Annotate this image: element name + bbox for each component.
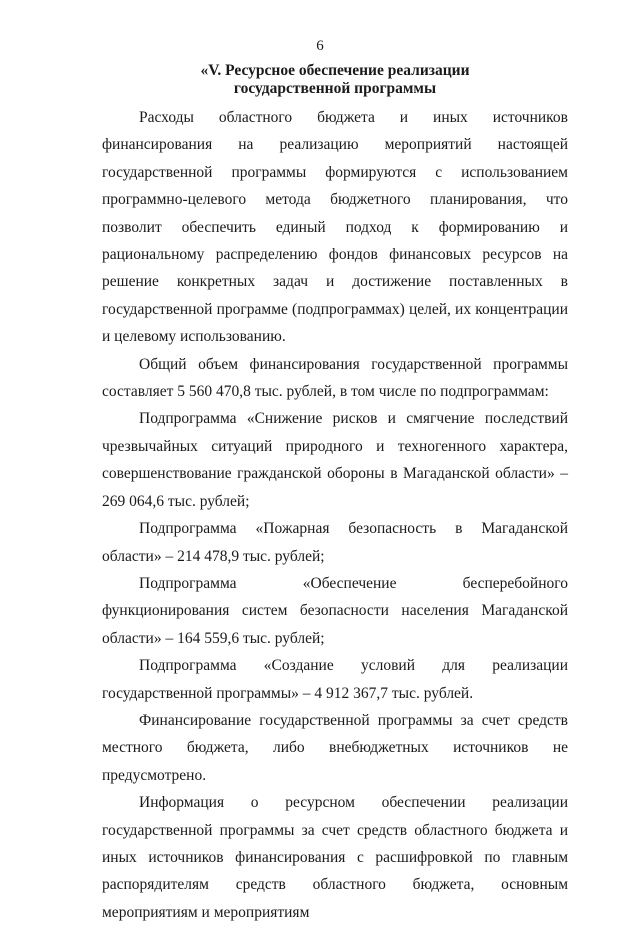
page-number: 6	[316, 38, 324, 54]
paragraph-subprogram-safety-systems: Подпрограмма «Обеспечение бесперебойного функционирования систем безопасности населения Магаданской области» – 164 559,6 тыс. рублей;	[102, 574, 568, 647]
paragraph-subprogram-fire-safety: Подпрограмма «Пожарная безопасность в Магаданской области» – 214 478,9 тыс. рублей;	[102, 520, 568, 565]
paragraph-subprogram-conditions: Подпрограмма «Создание условий для реализации государственной программы» – 4 912 367,7 тыс. рублей.	[102, 657, 568, 702]
paragraph-subprogram-risks: Подпрограмма «Снижение рисков и смягчение последствий чрезвычайных ситуаций природного и техногенного характера, совершенствование гражданской обороны в Магаданской области» – 269 064,6 тыс. рублей;	[102, 410, 568, 510]
section-heading-line-2: государственной программы	[233, 80, 437, 97]
paragraph-expenses: Расходы областного бюджета и иных источников финансирования на реализацию мероприятий настоящей государственной программы формируются с использованием программно-целевого метода бюджетного планирования, что позволит обеспечить единый подход к формированию и рациональному распределению фондов финансовых ресурсов на решение конкретных задач и достижение поставленных в государственной программе (подпрограммах) целей, их концентрации и целевому использованию.	[102, 109, 568, 346]
paragraph-resource-information: Информация о ресурсном обеспечении реализации государственной программы за счет средств областного бюджета и иных источников финансирования с расшифровкой по главным распорядителям средств областного бюджета, основным мероприятиям и мероприятиям	[102, 794, 568, 921]
paragraph-local-budget: Финансирование государственной программы за счет средств местного бюджета, либо внебюджетных источников не предусмотрено.	[102, 711, 568, 784]
section-heading-line-1: «V. Ресурсное обеспечение реализации	[200, 62, 470, 79]
body-text	[102, 104, 568, 926]
section-heading	[100, 62, 570, 98]
paragraph-total-funding: Общий объем финансирования государственной программы составляет 5 560 470,8 тыс. рублей, в том числе по подпрограммам:	[102, 355, 568, 401]
